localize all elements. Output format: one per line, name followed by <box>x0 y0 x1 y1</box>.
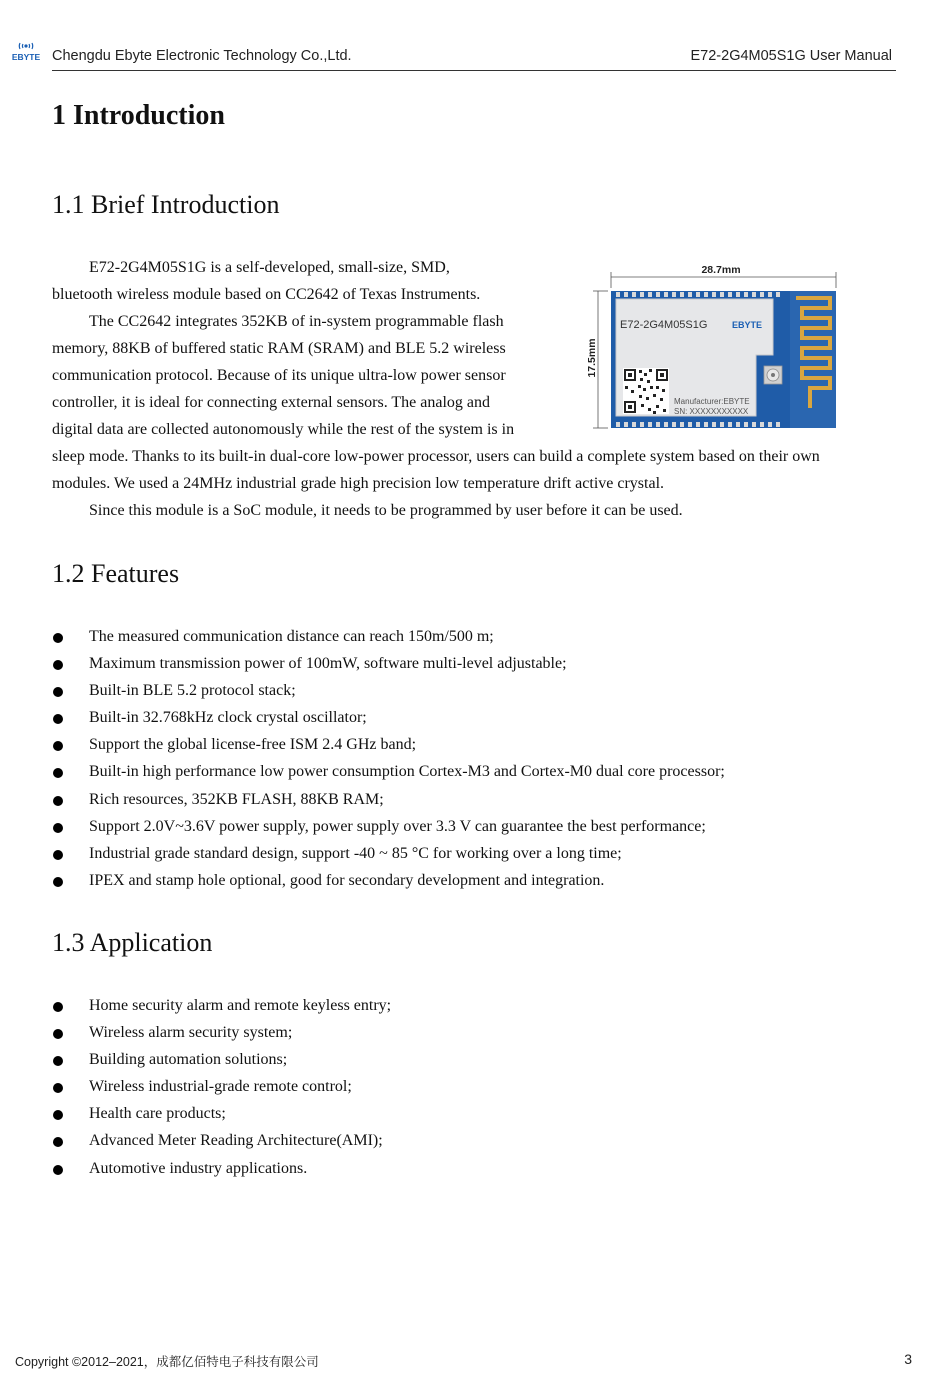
bullet-icon <box>53 1165 63 1175</box>
bullet-icon <box>53 796 63 806</box>
logo-text: EBYTE <box>11 52 41 62</box>
paragraph-line: digital data are collected autonomously while the rest of the system is in <box>52 421 515 438</box>
paragraph-line: bluetooth wireless module based on CC2642 of Texas Instruments. <box>52 286 481 303</box>
bullet-icon <box>53 850 63 860</box>
paragraph-line: memory, 88KB of buffered static RAM (SRAM) and BLE 5.2 wireless <box>52 340 506 357</box>
page-number: 3 <box>904 1351 912 1367</box>
footer-copyright: Copyright ©2012–2021，成都亿佰特电子科技有限公司 <box>15 1355 319 1369</box>
module-model-label: E72-2G4M05S1G <box>620 319 708 331</box>
header-divider <box>52 70 896 71</box>
bullet-icon <box>53 1110 63 1120</box>
bullet-icon <box>53 714 63 724</box>
manufacturer-label: Manufacturer:EBYTE <box>674 397 750 406</box>
paragraph-line: modules. We used a 24MHz industrial grade high precision low temperature drift active crystal. <box>52 475 665 492</box>
bullet-icon <box>53 823 63 833</box>
paragraph-line: sleep mode. Thanks to its built-in dual-core low-power processor, users can build a complete system based on their own <box>52 448 820 465</box>
manual-title: E72-2G4M05S1G User Manual <box>690 48 892 64</box>
serial-number-label: SN: XXXXXXXXXXX <box>674 407 749 416</box>
bullet-icon <box>53 1029 63 1039</box>
module-figure <box>578 258 848 438</box>
paragraph-line: Since this module is a SoC module, it needs to be programmed by user before it can be used. <box>89 502 683 519</box>
section-title-features: 1.2 Features <box>52 559 180 588</box>
bullet-icon <box>53 660 63 670</box>
paragraph-line: communication protocol. Because of its unique ultra-low power sensor <box>52 367 506 384</box>
ebyte-logo <box>6 42 46 66</box>
qr-code-icon <box>623 368 669 414</box>
bullet-icon <box>53 1083 63 1093</box>
section-title-application: 1.3 Application <box>52 928 213 957</box>
bullet-icon <box>53 687 63 697</box>
bullet-icon <box>53 1056 63 1066</box>
bullet-icon <box>53 1137 63 1147</box>
bullet-icon <box>53 741 63 751</box>
section-title-brief-introduction: 1.1 Brief Introduction <box>52 190 280 219</box>
bullet-icon <box>53 877 63 887</box>
paragraph-line: E72-2G4M05S1G is a self-developed, small-size, SMD, <box>89 259 450 276</box>
paragraph-line: controller, it is ideal for connecting external sensors. The analog and <box>52 394 491 411</box>
section-title-introduction: 1 Introduction <box>52 100 225 131</box>
bullet-icon <box>53 633 63 643</box>
module-brand-label: EBYTE <box>732 320 763 330</box>
paragraph-line: The CC2642 integrates 352KB of in-system programmable flash <box>89 313 504 330</box>
bullet-icon <box>53 1002 63 1012</box>
bullet-icon <box>53 768 63 778</box>
company-name: Chengdu Ebyte Electronic Technology Co.,Ltd. <box>52 48 352 64</box>
dimension-width-label: 28.7mm <box>701 264 741 276</box>
dimension-height-label: 17.5mm <box>586 338 598 378</box>
